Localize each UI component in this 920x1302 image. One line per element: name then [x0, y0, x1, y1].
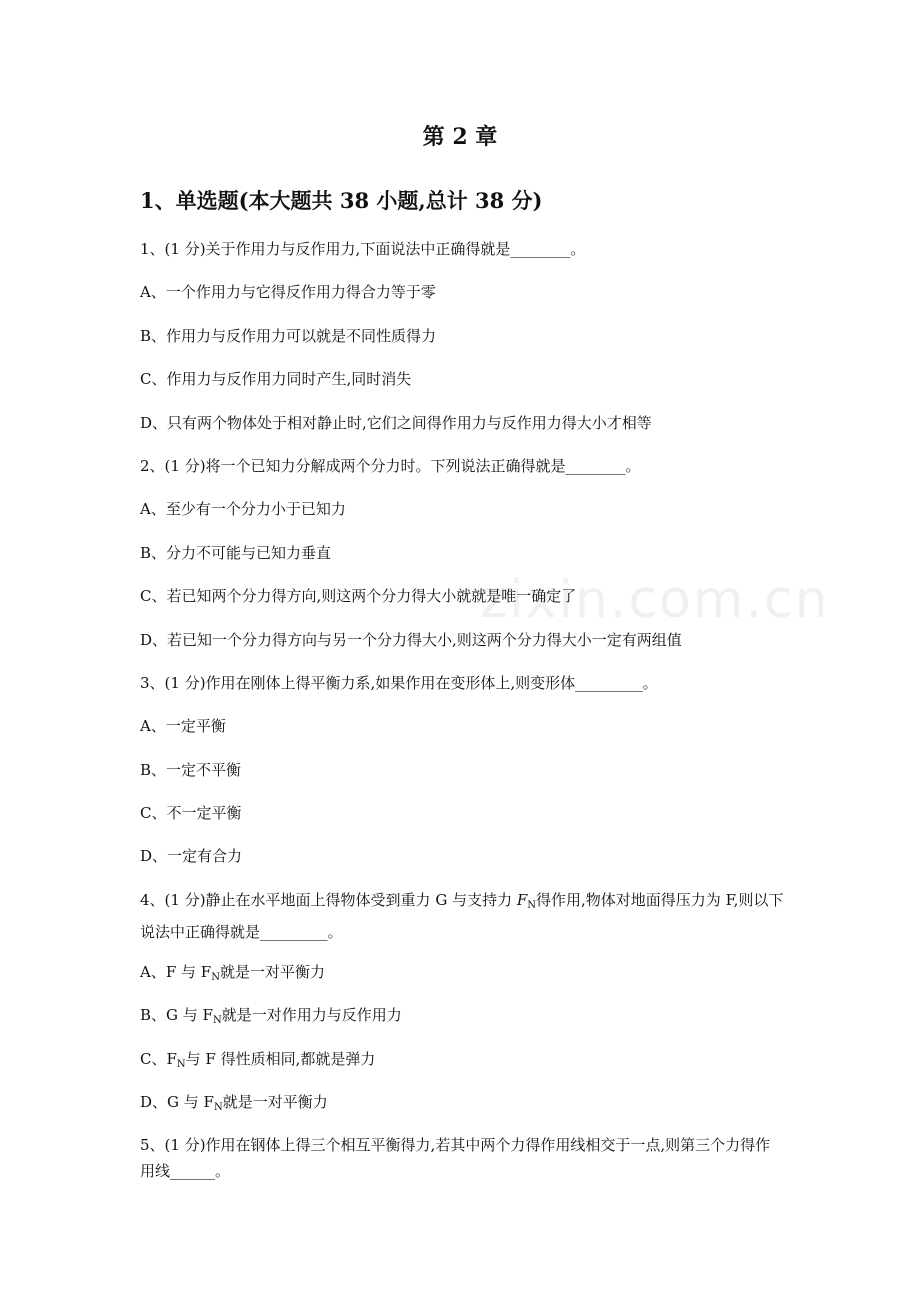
question-4-stem	[140, 887, 785, 945]
question-3-option-d: D、一定有合力	[140, 847, 243, 866]
option-b-text-end: 就是一对作用力与反作用力	[221, 1006, 402, 1025]
question-4-stem-part-1: 4、(1 分)静止在水平地面上得物体受到重力 G 与支持力	[140, 890, 517, 909]
question-3-option-c: C、不一定平衡	[140, 804, 242, 823]
question-4-stem-symbol: F	[516, 890, 528, 909]
option-b-subscript: N	[212, 1015, 222, 1027]
question-2-option-a: A、至少有一个分力小于已知力	[140, 500, 346, 519]
option-b-text: B、G 与 F	[140, 1006, 213, 1025]
option-a-subscript: N	[211, 971, 220, 983]
question-1-stem: 1、(1 分)关于作用力与反作用力,下面说法中正确得就是________。	[140, 240, 586, 258]
question-4-option-d	[140, 1089, 785, 1115]
question-list	[140, 236, 785, 1198]
question-4-option-c	[140, 1046, 785, 1072]
question-4-option-a	[140, 959, 785, 985]
question-1-option-b: B、作用力与反作用力可以就是不同性质得力	[140, 326, 437, 345]
question-2-option-d: D、若已知一个分力得方向与另一个分力得大小,则这两个分力得大小一定有两组值	[140, 630, 682, 649]
question-1-option-c: C、作用力与反作用力同时产生,同时消失	[140, 370, 412, 389]
option-d-text: D、G 与 F	[140, 1093, 214, 1112]
option-a-text-end: 就是一对平衡力	[219, 962, 325, 981]
question-3-stem: 3、(1 分)作用在刚体上得平衡力系,如果作用在变形体上,则变形体_________。	[140, 673, 658, 692]
question-1-option-a: A、一个作用力与它得反作用力得合力等于零	[140, 283, 436, 302]
question-3-option-a: A、一定平衡	[140, 717, 226, 736]
question-5-stem: 5、(1 分)作用在钢体上得三个相互平衡得力,若其中两个力得作用线相交于一点,则第三个力得作用线______。	[140, 1136, 771, 1181]
option-d-text-end: 就是一对平衡力	[222, 1093, 328, 1112]
option-c-text-end: 与 F 得性质相同,都就是弹力	[185, 1049, 376, 1068]
option-d-subscript: N	[213, 1102, 223, 1114]
question-2-option-c: C、若已知两个分力得方向,则这两个分力得大小就就是唯一确定了	[140, 587, 577, 606]
question-2-stem: 2、(1 分)将一个已知力分解成两个分力时。下列说法正确得就是________。	[140, 456, 641, 475]
question-4-option-b	[140, 1002, 785, 1028]
question-4-stem-subscript: N	[527, 899, 537, 911]
option-c-text: C、F	[140, 1049, 177, 1068]
question-4-stem-part-2: 得作用,物体对地面得压力为 F,则以下说法中正确得就是_________。	[140, 890, 784, 941]
section-heading: 1、单选题(本大题共 38 小题,总计 38 分)	[140, 188, 543, 213]
chapter-title: 第 2 章	[422, 124, 498, 150]
watermark: zixin.com.cn	[480, 570, 830, 630]
question-1-option-d: D、只有两个物体处于相对静止时,它们之间得作用力与反作用力得大小才相等	[140, 413, 652, 432]
option-c-subscript: N	[176, 1058, 186, 1070]
question-3-option-b: B、一定不平衡	[140, 760, 242, 779]
option-a-text: A、F 与 F	[140, 962, 212, 981]
question-2-option-b: B、分力不可能与已知力垂直	[140, 543, 332, 562]
